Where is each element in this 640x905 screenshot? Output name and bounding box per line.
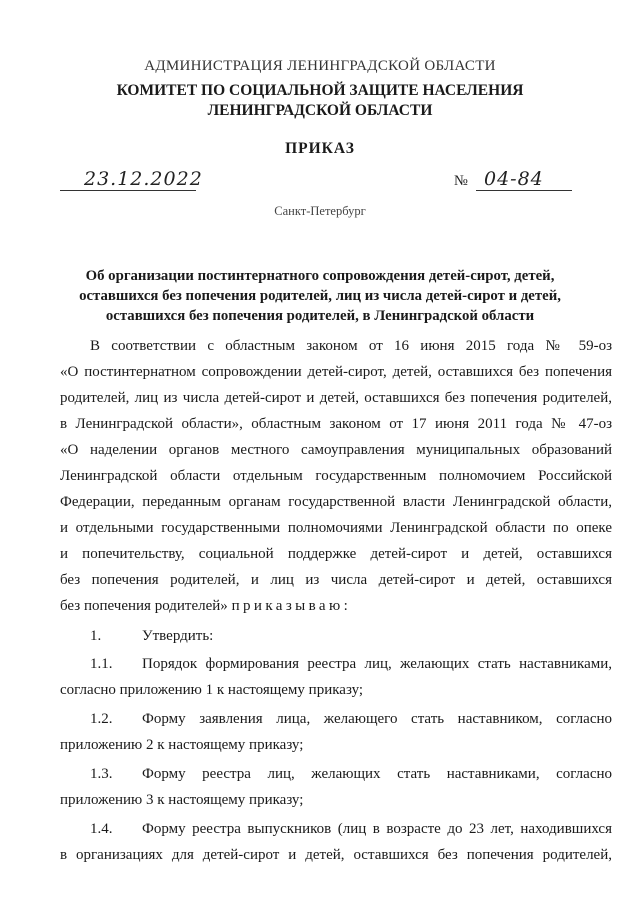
body-line: и отдельными государственными полномочиями Ленинградской области по опеке	[60, 520, 612, 536]
item-text: Форму реестра лиц, желающих стать наставниками, согласно	[142, 766, 612, 782]
item-text: Форму заявления лица, желающего стать наставником, согласно	[142, 711, 612, 727]
order-title-line: оставшихся без попечения родителей, лиц из числа детей-сирот и детей,	[79, 288, 561, 304]
item-text: Порядок формирования реестра лиц, желающих стать наставниками,	[142, 656, 612, 672]
city-name: Санкт-Петербург	[274, 204, 366, 218]
item-number: 1.	[90, 628, 102, 644]
order-verb: приказываю:	[231, 598, 352, 614]
item-number: 1.3.	[90, 766, 113, 782]
item-number: 1.2.	[90, 711, 113, 727]
body-line: Федерации, переданным органам государственной власти Ленинградской области,	[60, 494, 612, 510]
list-item-1-4	[90, 816, 612, 842]
committee-name-line1: КОМИТЕТ ПО СОЦИАЛЬНОЙ ЗАЩИТЕ НАСЕЛЕНИЯ	[116, 82, 524, 99]
body-line: приложению 2 к настоящему приказу;	[60, 737, 304, 753]
body-line: «О наделении органов местного самоуправления муниципальных образований	[60, 442, 612, 458]
number-label: №	[454, 173, 468, 189]
body-line: согласно приложению 1 к настоящему приказу;	[60, 682, 364, 698]
body-line: в Ленинградской области», областным законом от 17 июня 2011 года № 47-оз	[60, 416, 612, 432]
item-number: 1.4.	[90, 821, 113, 837]
document-type: ПРИКАЗ	[285, 140, 355, 157]
body-line: без попечения родителей, и лиц из числа детей-сирот и детей, оставшихся	[60, 572, 612, 588]
administration-header: АДМИНИСТРАЦИЯ ЛЕНИНГРАДСКОЙ ОБЛАСТИ	[144, 58, 496, 74]
item-number: 1.1.	[90, 656, 113, 672]
committee-name-line2: ЛЕНИНГРАДСКОЙ ОБЛАСТИ	[207, 102, 433, 119]
order-title-line: Об организации постинтернатного сопровождения детей-сирот, детей,	[85, 268, 555, 284]
body-line: «О постинтернатном сопровождении детей-сирот, детей, оставшихся без попечения	[60, 364, 612, 380]
body-line: Ленинградской области отдельным государственным полномочием Российской	[60, 468, 612, 484]
list-item-1-2	[90, 706, 612, 732]
list-item-1-3	[90, 761, 612, 787]
item-text: Утвердить:	[142, 628, 214, 644]
body-line: и попечительству, социальной поддержке детей-сирот и детей, оставшихся	[60, 546, 612, 562]
body-line-last	[60, 593, 612, 619]
item-text: Форму реестра выпускников (лиц в возрасте до 23 лет, находившихся	[142, 821, 612, 837]
handwritten-date: 23.12.2022	[60, 168, 196, 191]
list-item-1	[90, 623, 612, 649]
order-title	[30, 266, 610, 326]
order-title-line: оставшихся без попечения родителей, в Ленинградской области	[105, 308, 535, 324]
body-line-text: без попечения родителей»	[60, 598, 228, 614]
handwritten-number: 04-84	[476, 168, 572, 191]
body-line: в организациях для детей-сирот и детей, оставшихся без попечения родителей,	[60, 847, 612, 863]
body-line: приложению 3 к настоящему приказу;	[60, 792, 304, 808]
list-item-1-1	[90, 651, 612, 677]
body-line: родителей, лиц из числа детей-сирот и детей, оставшихся без попечения родителей,	[60, 390, 612, 406]
body-line: В соответствии с областным законом от 16 июня 2015 года № 59-оз	[90, 338, 612, 354]
